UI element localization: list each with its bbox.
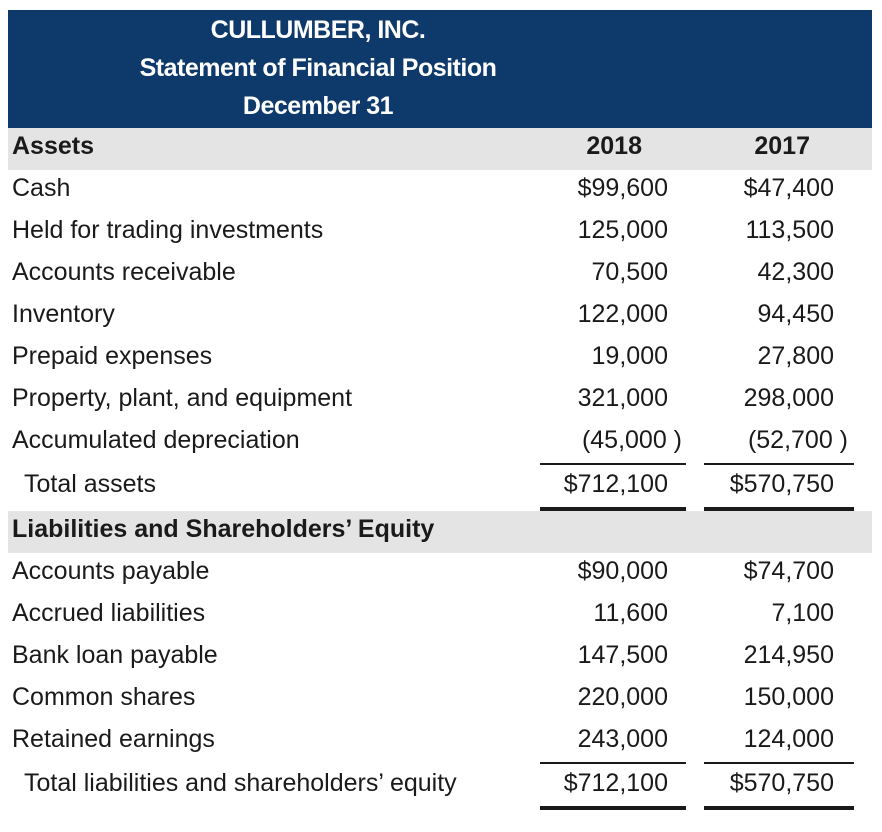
table-row xyxy=(0,296,882,338)
value-2018: 321,000 xyxy=(577,384,668,412)
row-label: Accrued liabilities xyxy=(12,599,206,627)
row-label: Accounts receivable xyxy=(12,258,236,286)
table-row xyxy=(0,170,882,212)
value-2018: 122,000 xyxy=(577,300,668,328)
total-assets-2018: $712,100 xyxy=(563,470,668,498)
table-row xyxy=(0,553,882,595)
assets-heading-row xyxy=(0,128,882,170)
table-row xyxy=(0,721,882,763)
row-label: Retained earnings xyxy=(12,725,215,753)
subtotal-rule-2018 xyxy=(540,762,686,764)
value-2018: 70,500 xyxy=(591,258,668,286)
liabilities-heading-row xyxy=(0,511,882,553)
value-2018: $99,600 xyxy=(577,174,668,202)
subtotal-rule-2017 xyxy=(704,463,854,465)
row-label: Property, plant, and equipment xyxy=(12,384,353,412)
value-2018: 220,000 xyxy=(577,683,668,711)
statement-title: Statement of Financial Position xyxy=(139,54,497,82)
year-2017-header: 2017 xyxy=(754,132,810,160)
value-2018: (45,000 ) xyxy=(581,426,682,454)
value-2018: 125,000 xyxy=(577,216,668,244)
total-liabilities-equity-label: Total liabilities and shareholders’ equity xyxy=(24,769,457,797)
value-2018: $90,000 xyxy=(577,557,668,585)
value-2017: 27,800 xyxy=(757,342,834,370)
total-assets-row xyxy=(0,466,882,508)
value-2017: 124,000 xyxy=(743,725,834,753)
value-2018: 11,600 xyxy=(593,599,668,627)
table-row xyxy=(0,254,882,296)
value-2017: 113,500 xyxy=(745,216,834,244)
row-label: Held for trading investments xyxy=(12,216,324,244)
liabilities-heading: Liabilities and Shareholders’ Equity xyxy=(12,515,435,543)
row-label: Prepaid expenses xyxy=(12,342,213,370)
subtotal-rule-2018 xyxy=(540,463,686,465)
row-label: Common shares xyxy=(12,683,196,711)
value-2017: 7,100 xyxy=(771,599,834,627)
value-2018: 243,000 xyxy=(577,725,668,753)
table-row xyxy=(0,679,882,721)
table-row xyxy=(0,422,882,464)
table-row xyxy=(0,380,882,422)
total-liabilities-equity-2017: $570,750 xyxy=(729,769,834,797)
value-2017: $74,700 xyxy=(743,557,834,585)
value-2017: 214,950 xyxy=(743,641,834,669)
value-2017: $47,400 xyxy=(743,174,834,202)
table-row xyxy=(0,338,882,380)
total-liabilities-equity-row xyxy=(0,765,882,807)
value-2018: 147,500 xyxy=(577,641,668,669)
value-2017: 298,000 xyxy=(743,384,834,412)
total-rule-2017 xyxy=(704,806,854,810)
total-assets-label: Total assets xyxy=(24,470,157,498)
assets-heading: Assets xyxy=(12,132,94,160)
value-2017: 150,000 xyxy=(743,683,834,711)
value-2018: 19,000 xyxy=(591,342,668,370)
total-liabilities-equity-2018: $712,100 xyxy=(563,769,668,797)
company-name: CULLUMBER, INC. xyxy=(210,16,426,44)
row-label: Cash xyxy=(12,174,71,202)
year-2018-header: 2018 xyxy=(586,132,642,160)
total-assets-2017: $570,750 xyxy=(729,470,834,498)
row-label: Bank loan payable xyxy=(12,641,218,669)
value-2017: 94,450 xyxy=(757,300,834,328)
table-row xyxy=(0,637,882,679)
table-row xyxy=(0,212,882,254)
subtotal-rule-2017 xyxy=(704,762,854,764)
statement-date: December 31 xyxy=(242,92,394,120)
row-label: Inventory xyxy=(12,300,115,328)
row-label: Accounts payable xyxy=(12,557,210,585)
value-2017: (52,700 ) xyxy=(747,426,848,454)
table-row xyxy=(0,595,882,637)
statement-header xyxy=(8,10,872,128)
row-label: Accumulated depreciation xyxy=(12,426,300,454)
value-2017: 42,300 xyxy=(757,258,834,286)
total-rule-2018 xyxy=(540,806,686,810)
